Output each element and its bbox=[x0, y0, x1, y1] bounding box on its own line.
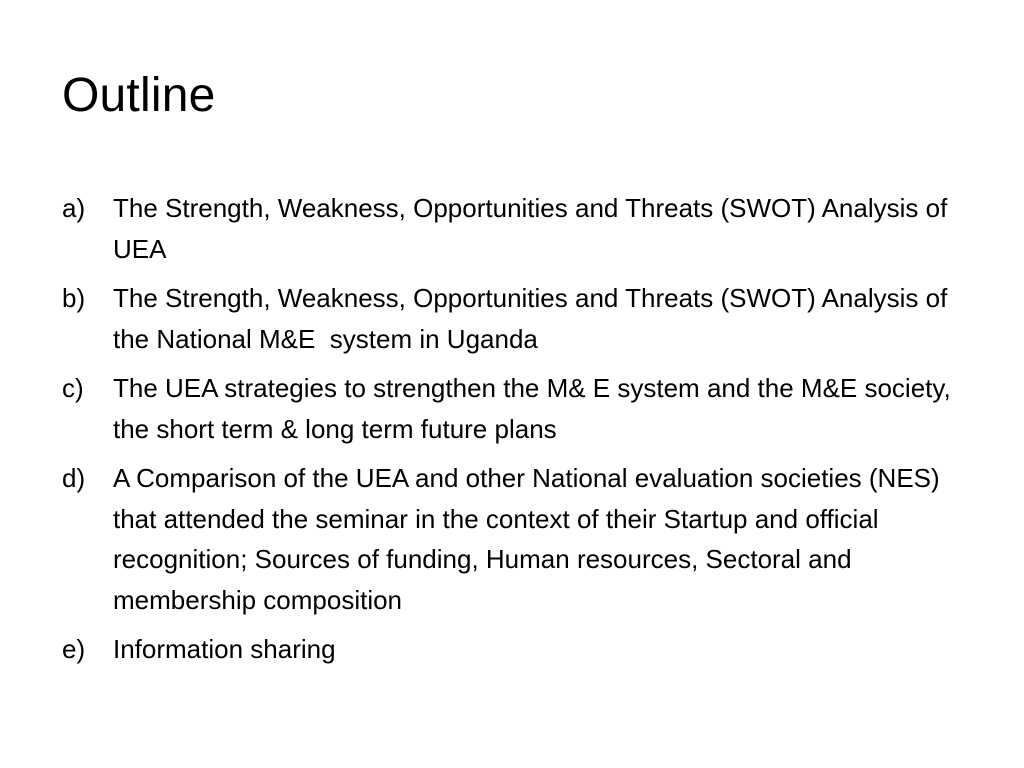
item-marker: b) bbox=[62, 283, 86, 313]
slide-title: Outline bbox=[62, 69, 216, 122]
item-marker: d) bbox=[62, 463, 86, 493]
item-text: Information sharing bbox=[113, 634, 336, 664]
item-text: The Strength, Weakness, Opportunities and Threats (SWOT) Analysis of the National M&E system in Uganda bbox=[113, 283, 955, 354]
item-marker: a) bbox=[62, 193, 86, 223]
item-text: The UEA strategies to strengthen the M& E system and the M&E society, the short term & long term future plans bbox=[113, 373, 958, 444]
outline-item-d bbox=[62, 458, 962, 620]
outline-item-b bbox=[62, 278, 962, 359]
item-marker: e) bbox=[62, 634, 86, 664]
outline-item-c bbox=[62, 368, 962, 449]
outline-item-e bbox=[62, 629, 962, 670]
item-text: The Strength, Weakness, Opportunities and Threats (SWOT) Analysis of UEA bbox=[113, 193, 955, 264]
item-text: A Comparison of the UEA and other National evaluation societies (NES) that attended the seminar in the context of their Startup and official recognition; Sources of funding, Human resources, Sectoral and membership composition bbox=[113, 463, 947, 615]
item-marker: c) bbox=[62, 373, 84, 403]
outline-item-a bbox=[62, 188, 962, 269]
outline-list bbox=[62, 188, 962, 679]
